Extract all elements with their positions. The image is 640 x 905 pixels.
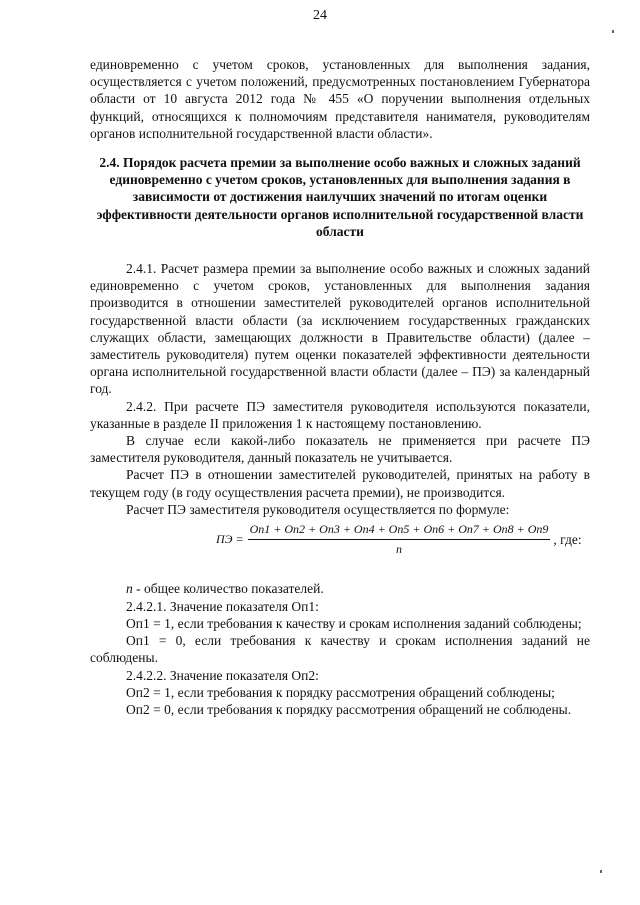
op1-title: 2.4.2.1. Значение показателя Оп1: — [126, 598, 319, 614]
page-number: 24 — [313, 8, 327, 23]
intro-paragraph: единовременно с учетом сроков, установленных для выполнения задания, осуществляется с учетом положений, предусмотренных постановлением Губернатора области от 10 августа 2012 года № 455 «О поручении выполнения отдельных функций, относящихся к полномочиям представителя нанимателя, руководителям органов исполнительной государственной власти области». — [90, 57, 590, 141]
n-definition-text: - общее количество показателей. — [132, 581, 324, 597]
scan-speck — [612, 30, 614, 33]
n-symbol: n — [126, 581, 133, 597]
section-heading: 2.4. Порядок расчета премии за выполнение особо важных и сложных заданий единовременно с учетом сроков, установленных для выполнения задания в зависимости от достижения наилучших значений по итогам оценки эффективности деятельности органов исполнительной государственной власти области — [96, 155, 584, 239]
op2-case-1: Оп2 = 1, если требования к порядку рассмотрения обращений соблюдены; — [126, 684, 555, 700]
document-body — [90, 56, 590, 718]
formula-lhs: ПЭ = — [216, 532, 244, 547]
paragraph-formula-intro: Расчет ПЭ заместителя руководителя осуществляется по формуле: — [126, 501, 510, 517]
op2-case-0: Оп2 = 0, если требования к порядку рассмотрения обращений не соблюдены. — [126, 701, 572, 717]
op2-title: 2.4.2.2. Значение показателя Оп2: — [126, 667, 319, 683]
n-definition — [90, 580, 590, 597]
op1-case-0: Оп1 = 0, если требования к качеству и срокам исполнения заданий не соблюдены. — [90, 633, 590, 666]
formula-fraction — [248, 521, 551, 558]
paragraph-indicator-not-applied: В случае если какой-либо показатель не применяется при расчете ПЭ заместителя руководителя, данный показатель не учитывается. — [90, 433, 590, 466]
formula-denominator: n — [396, 542, 403, 557]
formula-where: , где: — [553, 532, 582, 548]
scan-speck — [600, 870, 602, 873]
spacer — [90, 566, 590, 580]
paragraph-2-4-2: 2.4.2. При расчете ПЭ заместителя руководителя используются показатели, указанные в разделе II приложения 1 к настоящему постановлению. — [90, 398, 590, 431]
op1-case-1: Оп1 = 1, если требования к качеству и срокам исполнения заданий соблюдены; — [126, 615, 582, 631]
paragraph-not-calculated: Расчет ПЭ в отношении заместителей руководителей, принятых на работу в текущем году (в году осуществления расчета премии), не производится. — [90, 467, 590, 500]
pe-formula — [90, 521, 590, 558]
formula-numerator: Оп1 + Оп2 + Оп3 + Оп4 + Оп5 + Оп6 + Оп7 + Оп8 + Оп9 — [248, 521, 551, 540]
paragraph-2-4-1: 2.4.1. Расчет размера премии за выполнение особо важных и сложных заданий единовременно с учетом сроков, установленных для выполнения задания производится в отношении заместителей руководителей органов исполнительной государственной власти области (за исключением государственных гражданских служащих области, замещающих должности в Правительстве области) (далее – заместитель руководителя) путем оценки показателей эффективности деятельности органа исполнительной государственной власти области (далее – ПЭ) за календарный год. — [90, 261, 590, 397]
